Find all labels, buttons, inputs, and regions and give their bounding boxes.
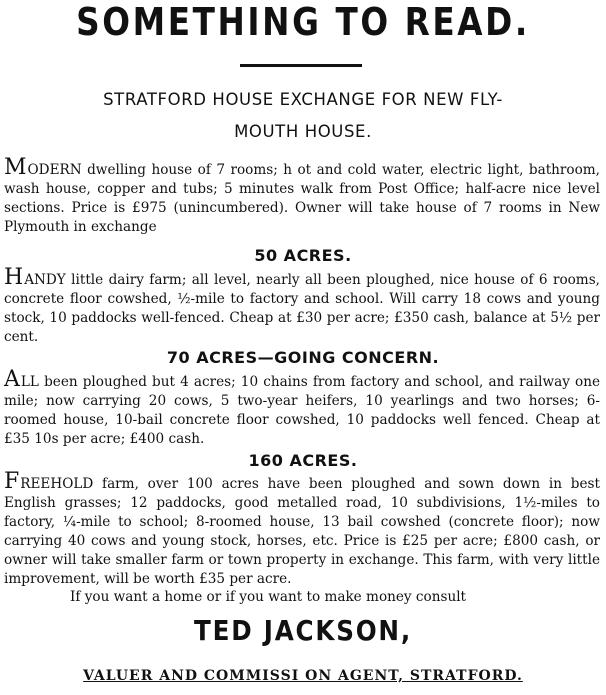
listing-1-text: ODERN dwelling house of 7 rooms; h ot and cold water, electric light, bathroom, wash house, copper and tubs; 5 minutes walk from Post Office; half-acre nice level sections. Price is £975 (unincumbered). Owner will take house of 7 rooms in New Plymouth in exchange: [4, 162, 600, 235]
listing-3-initial: A: [4, 367, 20, 392]
headline-line-2: MOUTH HOUSE.: [234, 122, 372, 141]
masthead-rule: [240, 64, 362, 67]
listing-4-title: 160 ACRES.: [248, 451, 358, 470]
agent-footer: VALUER AND COMMISSI ON AGENT, STRATFORD.: [83, 668, 523, 684]
listing-2-initial: H: [4, 265, 24, 290]
listing-2-title: 50 ACRES.: [254, 246, 352, 265]
listing-2-text: ANDY little dairy farm; all level, nearly all been ploughed, nice house of 6 rooms, concrete floor cowshed, ½-mile to factory and school. Will carry 18 cows and young stock, 10 paddocks well-fenced. Cheap at £30 per acre; £350 cash, balance at 5½ per cent.: [4, 272, 600, 345]
listing-3-text: LL been ploughed but 4 acres; 10 chains from factory and school, and railway one mile; now carrying 20 cows, 5 two-year heifers, 10 yearlings and two horses; 6-roomed house, 10-bail concrete floor cowshed, 10 paddocks well fenced. Cheap at £35 10s per acre; £400 cash.: [4, 374, 600, 447]
masthead-title: SOMETHING TO READ.: [76, 0, 530, 44]
listing-3-body: [4, 367, 600, 449]
call-to-action: If you want a home or if you want to make money consult: [70, 589, 467, 605]
listing-4-initial: F: [4, 469, 20, 494]
listing-2-body: [4, 265, 600, 347]
listing-4-body: [4, 469, 600, 589]
agent-name: TED JACKSON,: [194, 614, 412, 647]
listing-1-body: [4, 155, 600, 237]
listing-1-initial: M: [4, 155, 27, 180]
headline-line-1: STRATFORD HOUSE EXCHANGE FOR NEW FLY-: [103, 90, 503, 109]
listing-3-title: 70 ACRES—GOING CONCERN.: [166, 348, 440, 367]
listing-4-text: REEHOLD farm, over 100 acres have been ploughed and sown down in best English grasses; 12 paddocks, good metalled road, 10 subdivisions, 1½-miles to factory, ¼-mile to school; 8-roomed house, 13 bail cowshed (concrete floor); now carrying 40 cows and young stock, horses, etc. Price is £25 per acre; £800 cash, or owner will take smaller farm or town property in exchange. This farm, with very little improvement, will be worth £35 per acre.: [4, 476, 600, 587]
